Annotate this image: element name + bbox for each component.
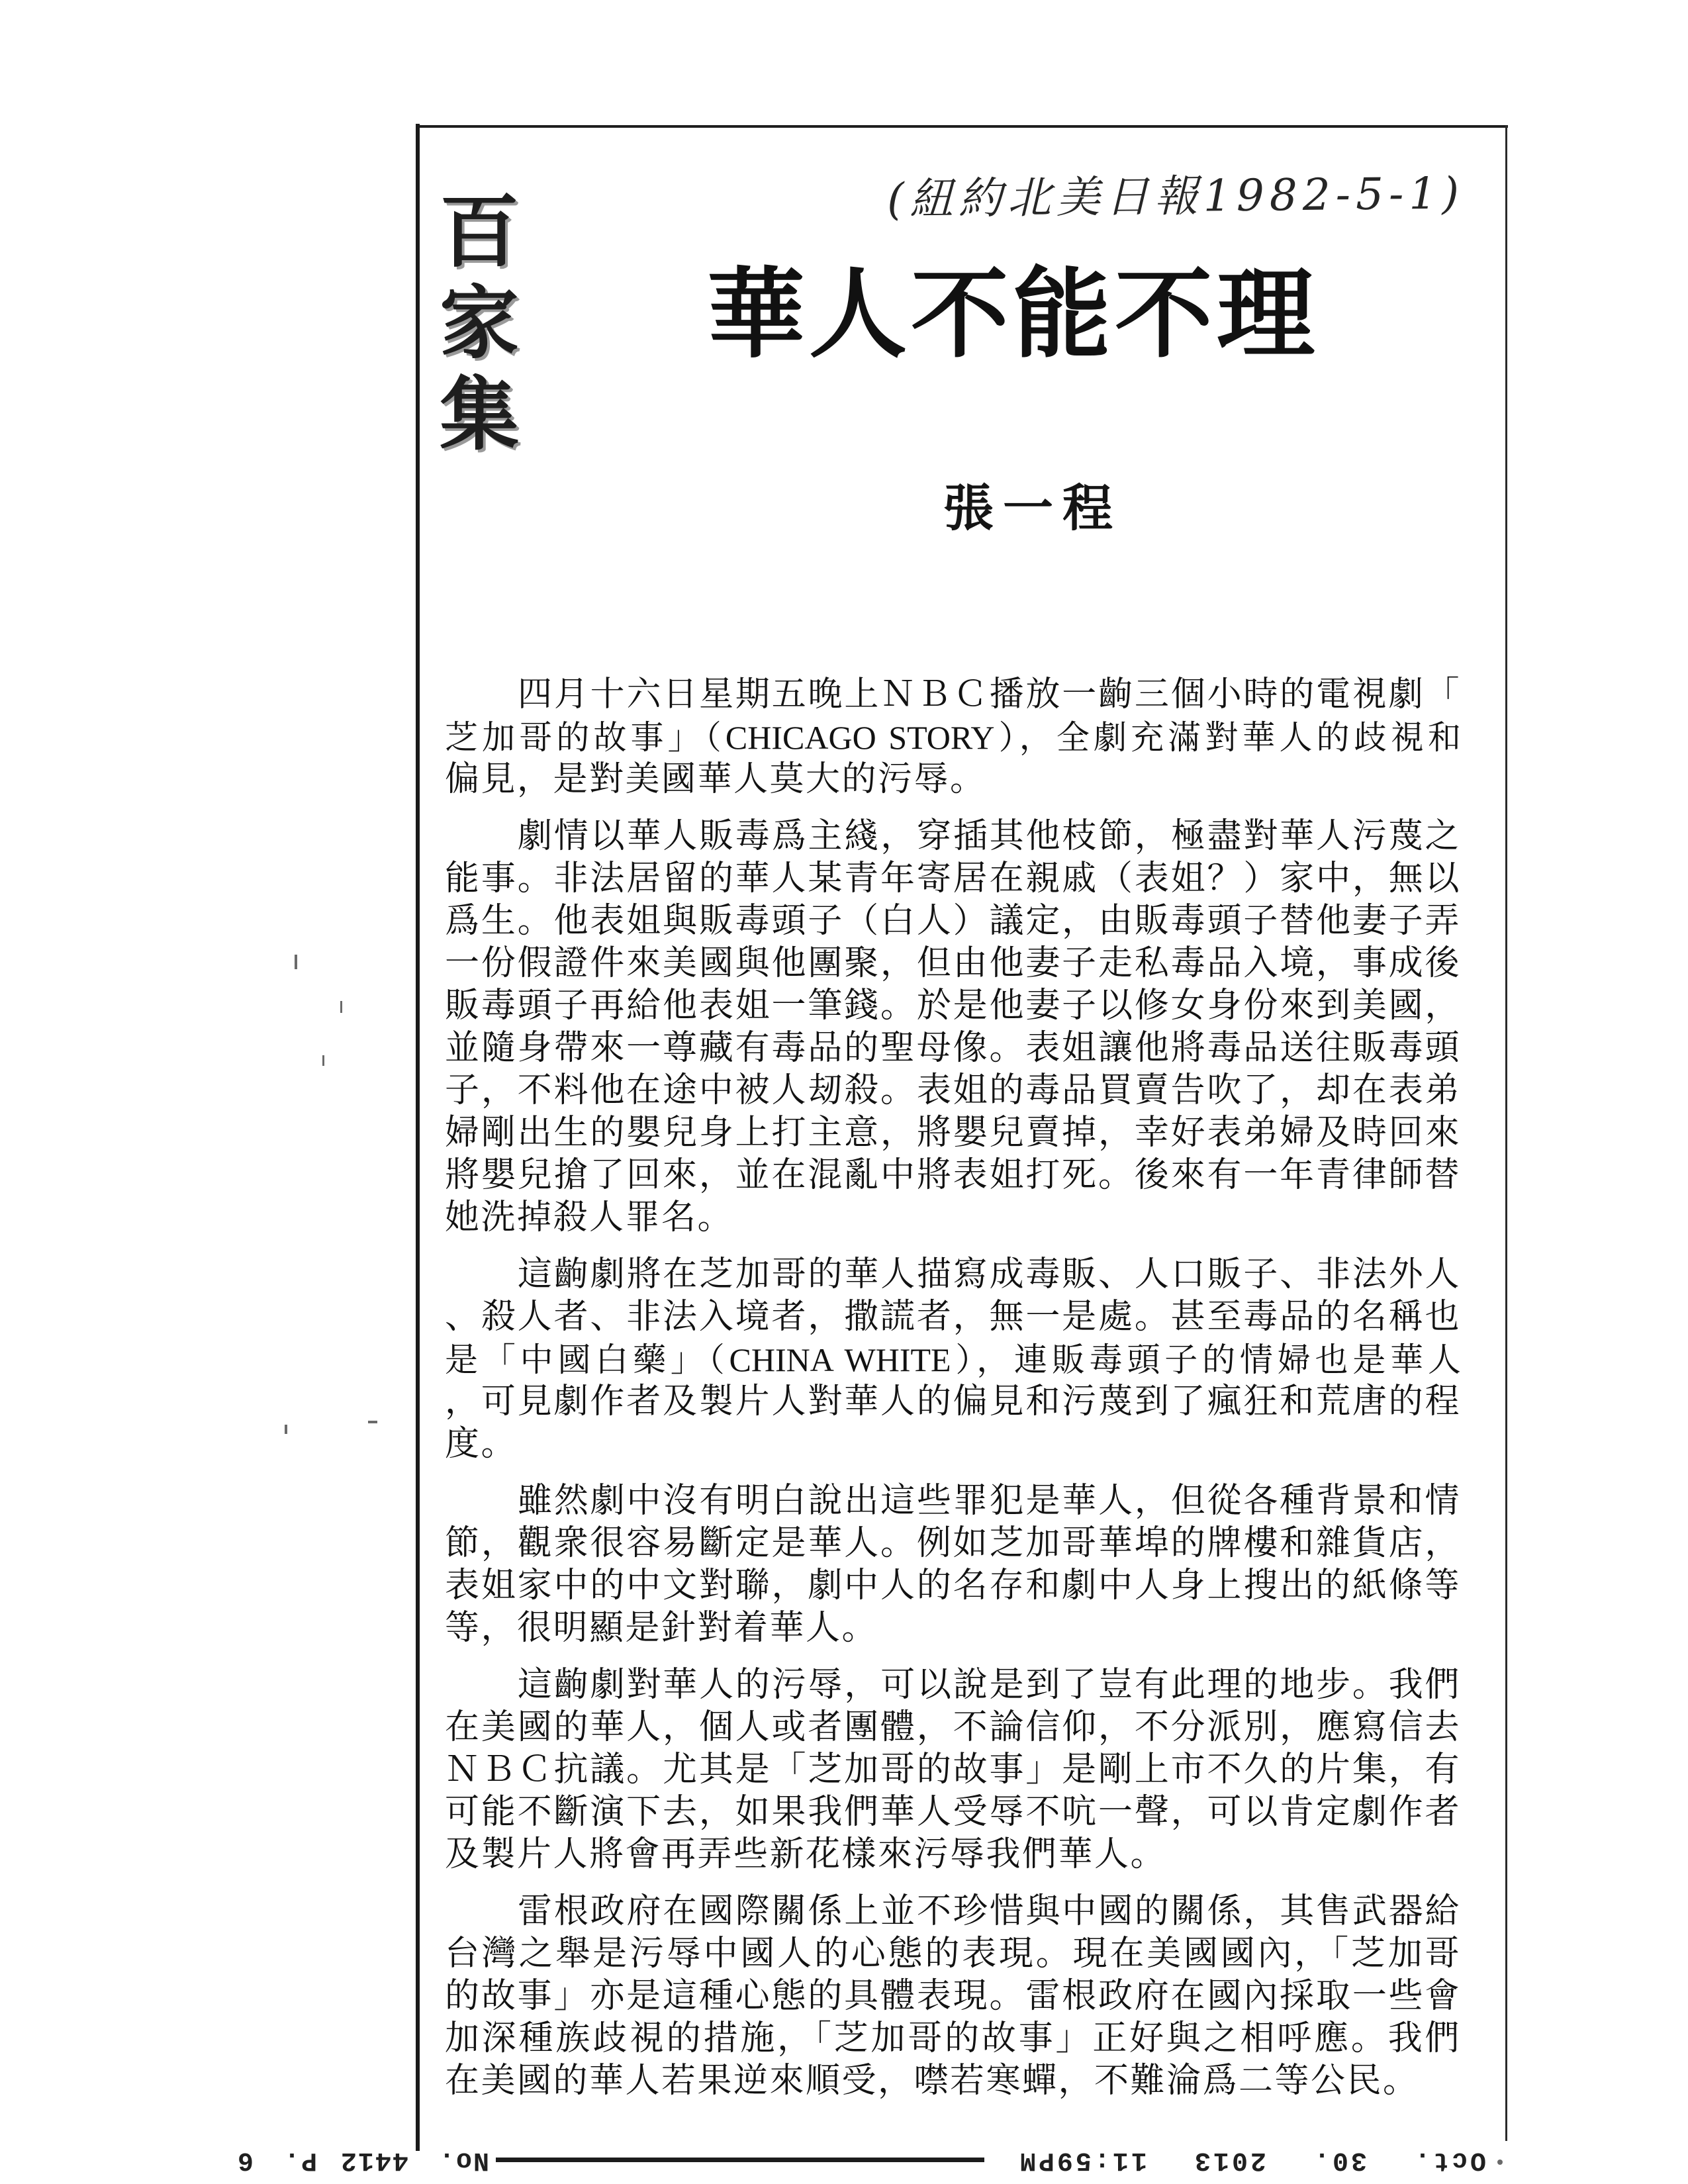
article-line: 能事。非法居留的華人某青年寄居在親戚（表姐？）家中，無以 <box>445 860 1461 898</box>
article-line: ＮＢＣ抗議。尤其是「芝加哥的故事」是剛上市不久的片集，有 <box>445 1751 1461 1789</box>
fax-number: No. 4412 <box>340 2145 490 2175</box>
scan-speck <box>295 955 297 969</box>
article-paragraph <box>445 816 1461 1239</box>
article-line: 、殺人者、非法入境者，撒謊者，無一是處。甚至毒品的名稱也 <box>445 1298 1461 1336</box>
article-line: 這齣劇對華人的污辱，可以說是到了豈有此理的地步。我們 <box>518 1666 1461 1704</box>
article-line: 雖然劇中沒有明白說出這些罪犯是華人，但從各種背景和情 <box>518 1482 1461 1520</box>
article-line: 的故事」亦是這種心態的具體表現。雷根政府在國內採取一些會 <box>445 1977 1461 2015</box>
article-line: 台灣之舉是污辱中國人的心態的表現。現在美國國內，「芝加哥 <box>445 1935 1461 1973</box>
scan-speck <box>322 1055 324 1066</box>
article-line: 表姐家中的中文對聯，劇中人的名存和劇中人身上搜出的紙條等 <box>445 1567 1461 1605</box>
article-line: ，可見劇作者及製片人對華人的偏見和污蔑到了瘋狂和荒唐的程 <box>445 1383 1461 1421</box>
article-line: 婦剛出生的嬰兒身上打主意，將嬰兒賣掉，幸好表弟婦及時回來 <box>445 1114 1461 1152</box>
article-line: 等，很明顯是針對着華人。 <box>445 1609 878 1647</box>
article-line: 在美國的華人，個人或者團體，不論信仰，不分派別，應寫信去 <box>445 1709 1461 1746</box>
scan-speck <box>368 1421 377 1423</box>
article-line: 將嬰兒搶了回來，並在混亂中將表姐打死。後來有一年青律師替 <box>445 1157 1461 1194</box>
article-paragraph <box>445 1891 1461 2103</box>
article-line: 芝加哥的故事」（CHICAGO STORY），全劇充滿對華人的歧視和 <box>445 719 1461 756</box>
article-line: 子，不料他在途中被人刼殺。表姐的毒品買賣告吹了，却在表弟 <box>445 1072 1461 1110</box>
scan-speck <box>285 1425 287 1434</box>
article-line: 是「中國白藥」（CHINA WHITE），連販毒頭子的情婦也是華人 <box>445 1341 1461 1378</box>
article-line: 販毒頭子再給他表姐一筆錢。於是他妻子以修女身份來到美國， <box>445 987 1461 1025</box>
article-title: 華人不能不理 <box>707 258 1319 371</box>
article-line: 她洗掉殺人罪名。 <box>445 1199 734 1237</box>
article-author: 張一程 <box>943 479 1122 538</box>
fax-rule <box>496 2158 984 2163</box>
clipping-border-top <box>417 125 1508 128</box>
fax-page-number: P. 6 <box>236 2145 318 2175</box>
clipping-border-right <box>1505 125 1507 2141</box>
clipping-border-left <box>416 124 420 2151</box>
article-line: 加深種族歧視的措施，「芝加哥的故事」正好與之相呼應。我們 <box>445 2020 1461 2058</box>
article-line: 一份假證件來美國與他團聚，但由他妻子走私毒品入境，事成後 <box>445 945 1461 982</box>
article-line: 劇情以華人販毒爲主綫，穿插其他枝節，極盡對華人污蔑之 <box>518 818 1461 855</box>
article-line: 這齣劇將在芝加哥的華人描寫成毒販、人口販子、非法外人 <box>518 1256 1461 1294</box>
handwritten-source-note: (紐約北美日報1982-5-1) <box>886 167 1465 225</box>
article-line: 度。 <box>445 1425 518 1463</box>
article-body <box>445 674 1461 2112</box>
article-paragraph <box>445 1480 1461 1650</box>
article-line: 雷根政府在國際關係上並不珍惜與中國的關係，其售武器給 <box>518 1893 1461 1930</box>
article-paragraph <box>445 1254 1461 1466</box>
article-line: 節，觀衆很容易斷定是華人。例如芝加哥華埠的牌樓和雜貨店， <box>445 1525 1461 1562</box>
article-paragraph <box>445 1664 1461 1876</box>
article-line: 四月十六日星期五晚上ＮＢＣ播放一齣三個小時的電視劇「 <box>518 676 1461 714</box>
scan-speck <box>340 1001 342 1013</box>
article-line: 並隨身帶來一尊藏有毒品的聖母像。表姐讓他將毒品送往販毒頭 <box>445 1029 1461 1067</box>
article-line: 可能不斷演下去，如果我們華人受辱不吭一聲，可以肯定劇作者 <box>445 1793 1461 1831</box>
fax-timestamp: Oct. 30. 2013 11:59PM <box>1017 2145 1486 2175</box>
article-line: 在美國的華人若果逆來順受，噤若寒蟬，不難淪爲二等公民。 <box>445 2062 1419 2100</box>
article-line: 及製片人將會再弄些新花樣來污辱我們華人。 <box>445 1836 1167 1874</box>
article-paragraph <box>445 674 1461 801</box>
fax-footer <box>236 2145 1486 2175</box>
column-name: 百家集 <box>426 189 520 463</box>
article-line: 偏見，是對美國華人莫大的污辱。 <box>445 761 986 798</box>
article-line: 爲生。他表姐與販毒頭子（白人）議定，由販毒頭子替他妻子弄 <box>445 902 1461 940</box>
scan-speck <box>1497 2160 1503 2165</box>
